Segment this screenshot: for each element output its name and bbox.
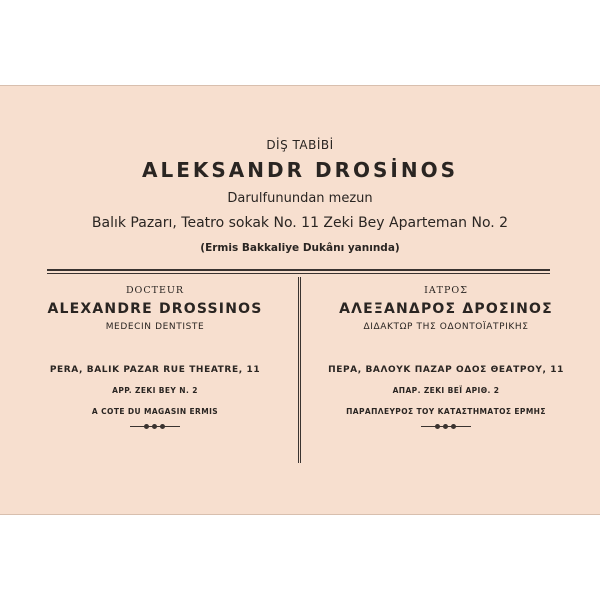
french-address-line-3: A COTE DU MAGASIN ERMIS [91,407,219,416]
greek-address-line-2: ΑΠΑΡ. ΖΕΚΙ ΒΕΪ ΑΡΙΘ. 2 [392,386,500,395]
french-name: ALEXANDRE DROSSINOS [47,301,263,317]
french-address-line-1: PERA, BALIK PAZAR RUE THEATRE, 11 [49,365,261,375]
business-card [0,85,600,515]
greek-name: ΑΛΕΞΑΝΔΡΟΣ ΔΡΟΣΙΝΟΣ [339,301,553,317]
greek-address-line-1: ΠΕΡΑ, ΒΑΛΟΥΚ ΠΑΖΑΡ ΟΔΟΣ ΘΕΑΤΡΟΥ, 11 [328,365,564,375]
header-address: Balık Pazarı, Teatro sokak No. 11 Zeki Bey Aparteman No. 2 [91,215,509,231]
header-title-line: DİŞ TABİBİ [266,138,334,152]
greek-title: ΙΑΤΡΟΣ [424,285,468,296]
french-profession: MEDECIN DENTISTE [105,322,205,332]
greek-address-line-3: ΠΑΡΑΠΛΕΥΡΟΣ ΤΟΥ ΚΑΤΑΣΤΗΜΑΤΟΣ ΕΡΜΗΣ [346,407,546,416]
vertical-divider [298,277,301,463]
header-note: (Ermis Bakkaliye Dukânı yanında) [200,242,400,254]
header-graduate-line: Darulfunundan mezun [227,191,373,206]
ornament-divider [421,425,471,429]
horizontal-rule-thick [47,269,550,271]
french-address-line-2: APP. ZEKI BEY N. 2 [112,386,198,395]
greek-profession: ΔΙΔΑΚΤΩΡ ΤΗΣ ΟΔΟΝΤΟΪΑΤΡΙΚΗΣ [363,322,529,332]
header-name: ALEKSANDR DROSİNOS [142,158,458,182]
horizontal-rule-thin [47,273,550,274]
french-title: DOCTEUR [125,285,185,296]
ornament-divider [130,425,180,429]
